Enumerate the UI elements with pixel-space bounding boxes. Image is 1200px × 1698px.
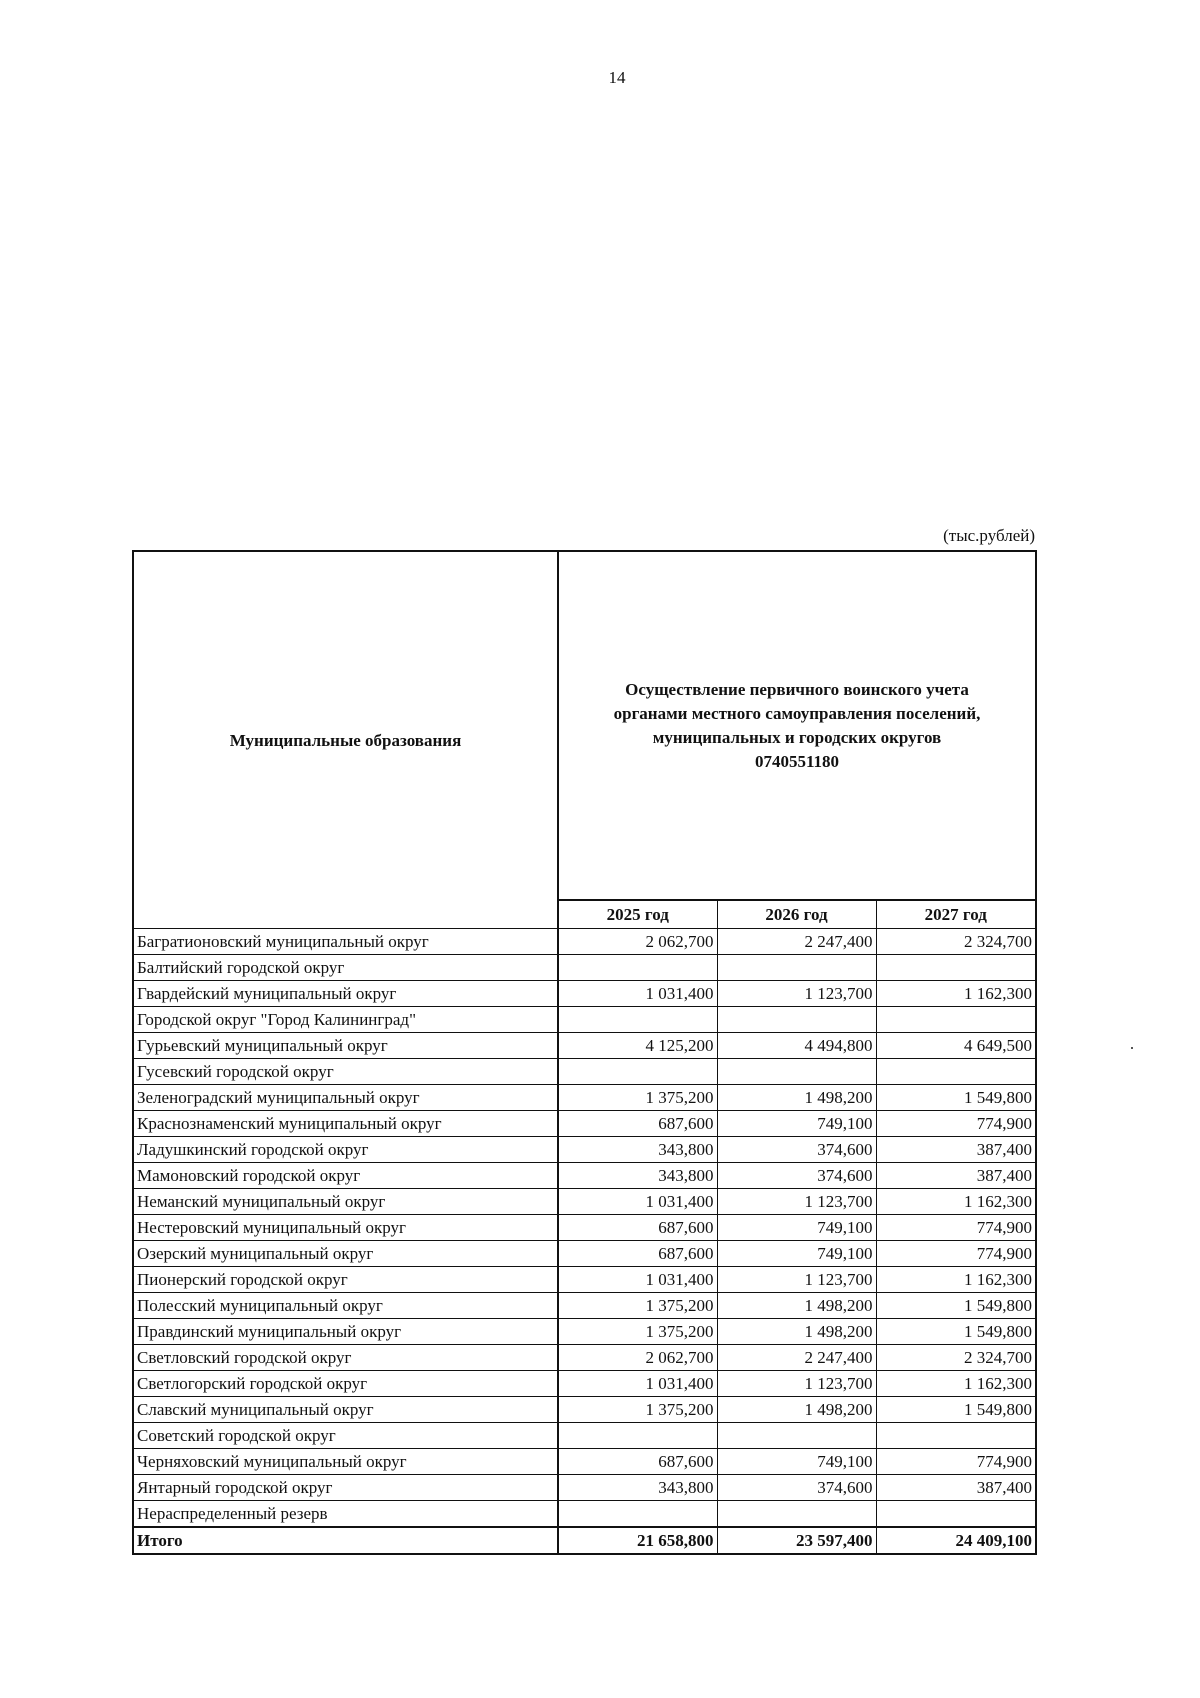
- scan-speck: [1131, 1047, 1133, 1049]
- units-label: (тыс.рублей): [943, 526, 1035, 545]
- value-2027-cell: 2 324,700: [876, 929, 1036, 955]
- total-label: Итого: [133, 1527, 558, 1554]
- value-2026-cell: 2 247,400: [717, 1345, 876, 1371]
- value-2027-cell: 387,400: [876, 1163, 1036, 1189]
- municipality-name-cell: Мамоновский городской округ: [133, 1163, 558, 1189]
- municipality-name-cell: Славский муниципальный округ: [133, 1397, 558, 1423]
- municipality-name-cell: Янтарный городской округ: [133, 1475, 558, 1501]
- value-2026-cell: 749,100: [717, 1449, 876, 1475]
- value-2025-cell: 343,800: [558, 1137, 717, 1163]
- value-2026-cell: [717, 1501, 876, 1528]
- value-2025-cell: 2 062,700: [558, 1345, 717, 1371]
- total-2025: 21 658,800: [558, 1527, 717, 1554]
- municipality-name-cell: Гурьевский муниципальный округ: [133, 1033, 558, 1059]
- municipality-name-cell: Краснознаменский муниципальный округ: [133, 1111, 558, 1137]
- value-2025-cell: 687,600: [558, 1111, 717, 1137]
- table-body: [133, 929, 1036, 1528]
- value-2026-cell: 374,600: [717, 1475, 876, 1501]
- value-2026-cell: 1 498,200: [717, 1085, 876, 1111]
- value-2027-cell: 4 649,500: [876, 1033, 1036, 1059]
- table-row: [133, 1189, 1036, 1215]
- table-row: [133, 1085, 1036, 1111]
- value-2026-cell: 4 494,800: [717, 1033, 876, 1059]
- value-2027-cell: [876, 1007, 1036, 1033]
- municipality-name-cell: Нестеровский муниципальный округ: [133, 1215, 558, 1241]
- municipality-name-cell: Светловский городской округ: [133, 1345, 558, 1371]
- value-2025-cell: 687,600: [558, 1241, 717, 1267]
- value-2025-cell: [558, 1423, 717, 1449]
- value-2027-cell: [876, 1423, 1036, 1449]
- value-2026-cell: 1 123,700: [717, 1371, 876, 1397]
- value-2027-cell: 1 162,300: [876, 981, 1036, 1007]
- value-2027-cell: 1 549,800: [876, 1293, 1036, 1319]
- municipality-name-cell: Зеленоградский муниципальный округ: [133, 1085, 558, 1111]
- value-2025-cell: 1 031,400: [558, 1371, 717, 1397]
- municipality-name-cell: Гусевский городской округ: [133, 1059, 558, 1085]
- value-2026-cell: [717, 1423, 876, 1449]
- table-row: [133, 1267, 1036, 1293]
- value-2027-cell: 774,900: [876, 1111, 1036, 1137]
- subsidy-group-header: [558, 551, 1036, 900]
- group-header-line: Осуществление первичного воинского учета: [625, 679, 969, 699]
- value-2027-cell: [876, 1059, 1036, 1085]
- municipality-name-cell: Неманский муниципальный округ: [133, 1189, 558, 1215]
- value-2026-cell: 1 498,200: [717, 1293, 876, 1319]
- table-row: [133, 955, 1036, 981]
- year-header-2025: 2025 год: [558, 900, 717, 929]
- municipality-name-cell: Полесский муниципальный округ: [133, 1293, 558, 1319]
- value-2025-cell: 1 031,400: [558, 1267, 717, 1293]
- municipality-name-cell: Багратионовский муниципальный округ: [133, 929, 558, 955]
- municipality-name-cell: Пионерский городской округ: [133, 1267, 558, 1293]
- group-header-code: 0740551180: [754, 751, 840, 771]
- table-row: [133, 981, 1036, 1007]
- municipality-name-cell: Советский городской округ: [133, 1423, 558, 1449]
- value-2025-cell: [558, 1501, 717, 1528]
- value-2025-cell: 1 375,200: [558, 1319, 717, 1345]
- value-2025-cell: 2 062,700: [558, 929, 717, 955]
- value-2025-cell: 1 031,400: [558, 1189, 717, 1215]
- value-2026-cell: [717, 1059, 876, 1085]
- municipality-column-header: Муниципальные образования: [133, 551, 558, 929]
- table-row: [133, 929, 1036, 955]
- municipality-name-cell: Нераспределенный резерв: [133, 1501, 558, 1528]
- value-2025-cell: 1 375,200: [558, 1293, 717, 1319]
- value-2026-cell: 1 123,700: [717, 1189, 876, 1215]
- value-2025-cell: 4 125,200: [558, 1033, 717, 1059]
- value-2027-cell: 1 549,800: [876, 1397, 1036, 1423]
- value-2025-cell: 1 375,200: [558, 1085, 717, 1111]
- value-2026-cell: 1 123,700: [717, 1267, 876, 1293]
- value-2026-cell: 1 498,200: [717, 1319, 876, 1345]
- municipality-name-cell: Балтийский городской округ: [133, 955, 558, 981]
- value-2026-cell: 1 123,700: [717, 981, 876, 1007]
- table-row: [133, 1319, 1036, 1345]
- value-2025-cell: 343,800: [558, 1163, 717, 1189]
- allocation-table: [132, 550, 1037, 1555]
- value-2027-cell: 1 549,800: [876, 1319, 1036, 1345]
- value-2027-cell: 2 324,700: [876, 1345, 1036, 1371]
- municipality-name-cell: Озерский муниципальный округ: [133, 1241, 558, 1267]
- value-2027-cell: 1 162,300: [876, 1371, 1036, 1397]
- value-2027-cell: 1 549,800: [876, 1085, 1036, 1111]
- table-row: [133, 1449, 1036, 1475]
- group-header-line: органами местного самоуправления поселений,: [613, 703, 981, 723]
- value-2026-cell: 749,100: [717, 1111, 876, 1137]
- municipality-name-cell: Черняховский муниципальный округ: [133, 1449, 558, 1475]
- table-row: [133, 1241, 1036, 1267]
- table-row: [133, 1371, 1036, 1397]
- table-row: [133, 1111, 1036, 1137]
- year-header-2027: 2027 год: [876, 900, 1036, 929]
- page-number: 14: [608, 68, 626, 87]
- value-2025-cell: 343,800: [558, 1475, 717, 1501]
- municipality-name-cell: Городской округ "Город Калининград": [133, 1007, 558, 1033]
- municipality-name-cell: Правдинский муниципальный округ: [133, 1319, 558, 1345]
- total-row: [133, 1527, 1036, 1554]
- table-row: [133, 1501, 1036, 1528]
- value-2026-cell: [717, 955, 876, 981]
- table-row: [133, 1475, 1036, 1501]
- table-header-row: [133, 551, 1036, 900]
- total-2026: 23 597,400: [717, 1527, 876, 1554]
- value-2025-cell: 1 375,200: [558, 1397, 717, 1423]
- municipality-name-cell: Гвардейский муниципальный округ: [133, 981, 558, 1007]
- value-2026-cell: [717, 1007, 876, 1033]
- value-2027-cell: 774,900: [876, 1449, 1036, 1475]
- value-2025-cell: 687,600: [558, 1215, 717, 1241]
- value-2026-cell: 374,600: [717, 1163, 876, 1189]
- value-2025-cell: 1 031,400: [558, 981, 717, 1007]
- table-row: [133, 1059, 1036, 1085]
- allocation-table-container: [132, 550, 1035, 1555]
- value-2026-cell: 2 247,400: [717, 929, 876, 955]
- value-2026-cell: 374,600: [717, 1137, 876, 1163]
- year-header-2026: 2026 год: [717, 900, 876, 929]
- municipality-name-cell: Ладушкинский городской округ: [133, 1137, 558, 1163]
- value-2027-cell: [876, 1501, 1036, 1528]
- municipality-name-cell: Светлогорский городской округ: [133, 1371, 558, 1397]
- value-2027-cell: 387,400: [876, 1137, 1036, 1163]
- table-row: [133, 1423, 1036, 1449]
- table-row: [133, 1137, 1036, 1163]
- table-row: [133, 1215, 1036, 1241]
- group-header-line: муниципальных и городских округов: [652, 727, 942, 747]
- value-2025-cell: 687,600: [558, 1449, 717, 1475]
- value-2027-cell: 774,900: [876, 1241, 1036, 1267]
- value-2027-cell: 1 162,300: [876, 1189, 1036, 1215]
- value-2027-cell: 1 162,300: [876, 1267, 1036, 1293]
- table-row: [133, 1293, 1036, 1319]
- table-row: [133, 1345, 1036, 1371]
- table-row: [133, 1033, 1036, 1059]
- value-2025-cell: [558, 1059, 717, 1085]
- value-2025-cell: [558, 1007, 717, 1033]
- total-2027: 24 409,100: [876, 1527, 1036, 1554]
- table-row: [133, 1007, 1036, 1033]
- value-2026-cell: 749,100: [717, 1215, 876, 1241]
- value-2026-cell: 749,100: [717, 1241, 876, 1267]
- table-row: [133, 1163, 1036, 1189]
- value-2026-cell: 1 498,200: [717, 1397, 876, 1423]
- value-2027-cell: 774,900: [876, 1215, 1036, 1241]
- value-2027-cell: 387,400: [876, 1475, 1036, 1501]
- value-2025-cell: [558, 955, 717, 981]
- table-row: [133, 1397, 1036, 1423]
- value-2027-cell: [876, 955, 1036, 981]
